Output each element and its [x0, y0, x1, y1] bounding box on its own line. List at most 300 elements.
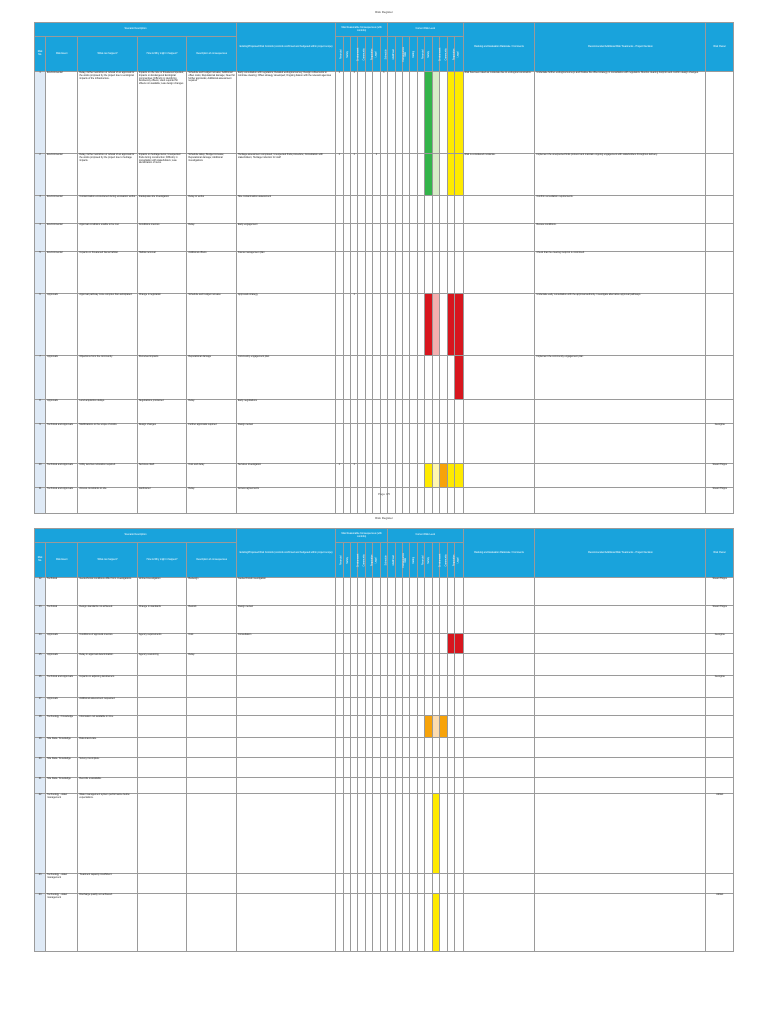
- risk-rating: [454, 196, 463, 224]
- consequence-score: [373, 400, 380, 424]
- risk-event: Technical and Approvals: [46, 464, 78, 488]
- consequence-score: [373, 606, 380, 634]
- how-why: [137, 758, 187, 778]
- col-rotated-header: [402, 37, 409, 72]
- consequence-score: [365, 778, 372, 794]
- consequence-score: [373, 252, 380, 294]
- consequence-score: [380, 698, 388, 716]
- risk-level-cell: [447, 252, 454, 294]
- risk-level-cell: [402, 224, 409, 252]
- table-row: [35, 196, 734, 224]
- risk-level-cell: [388, 464, 395, 488]
- consequences: [187, 758, 237, 778]
- consequence-score: [373, 72, 380, 154]
- risk-level-cell: [410, 634, 417, 654]
- sheet-page-1: [0, 0, 768, 500]
- consequence-score: [336, 716, 343, 738]
- consequence-score: [358, 758, 365, 778]
- risk-level-cell: [417, 874, 424, 894]
- recommended-treatment: [535, 400, 706, 424]
- rotated-header-label: Environment: [437, 553, 441, 567]
- consequence-score: [365, 154, 372, 196]
- risk-level-cell: [388, 154, 395, 196]
- what-can-happen: Land acquisition delays.: [78, 400, 137, 424]
- risk-level-cell: [447, 716, 454, 738]
- consequence-score: [350, 758, 357, 778]
- risk-level-cell: [410, 794, 417, 874]
- risk-level-cell: [440, 578, 447, 606]
- how-why: Agency resourcing: [137, 654, 187, 676]
- rotated-header-label: Environment: [356, 553, 360, 567]
- existing-controls: Early consultation with regulators; Detailed ecological survey; Design refinements to minimise clearing; Offset strategy developed; Ongoing liaison with the relevant agencies: [236, 72, 335, 154]
- col-risk-event: Risk Event: [46, 543, 78, 578]
- risk-level-cell: [432, 400, 439, 424]
- risk-number: 15: [35, 654, 46, 676]
- col-rotated-header: [343, 37, 350, 72]
- table-row: [35, 716, 734, 738]
- consequence-score: [373, 698, 380, 716]
- what-can-happen: Impacts on adjoining landowners.: [78, 676, 137, 698]
- risk-level-cell: [395, 196, 402, 224]
- consequences: Delay: [187, 654, 237, 676]
- risk-level-cell: [402, 578, 409, 606]
- risk-level-cell: [402, 716, 409, 738]
- risk-level-cell: [402, 356, 409, 400]
- risk-rating: [454, 356, 463, 400]
- consequence-score: 1: [336, 72, 343, 154]
- what-can-happen: Information not available in time.: [78, 716, 137, 738]
- what-can-happen: Geotechnical conditions differ from investigations.: [78, 578, 137, 606]
- risk-level-cell: [395, 716, 402, 738]
- rotated-header-label: Rating: [412, 50, 416, 58]
- consequence-score: [350, 654, 357, 676]
- consequence-score: [343, 606, 350, 634]
- what-can-happen: Additional assessment requested.: [78, 698, 137, 716]
- consequence-score: [350, 578, 357, 606]
- header-current-risk: Current Risk Level: [388, 529, 463, 543]
- risk-event: Environmental: [46, 224, 78, 252]
- consequence-score: [373, 196, 380, 224]
- risk-level-cell: [395, 874, 402, 894]
- consequence-score: [343, 252, 350, 294]
- risk-level-cell: [432, 654, 439, 676]
- what-can-happen: Treatment capacity insufficient.: [78, 874, 137, 894]
- table-row: [35, 698, 734, 716]
- risk-event: Technology - water management: [46, 794, 78, 874]
- risk-number: 7: [35, 356, 46, 400]
- existing-controls: Community engagement plan: [236, 356, 335, 400]
- consequence-score: [373, 894, 380, 952]
- risk-level-cell: [440, 894, 447, 952]
- risk-rating: [454, 294, 463, 356]
- risk-level-cell: [395, 578, 402, 606]
- risk-level-cell: [417, 72, 424, 154]
- risk-level-cell: [447, 654, 454, 676]
- how-why: Design changes: [137, 424, 187, 464]
- rotated-header-label: Legal: [456, 51, 460, 57]
- risk-level-cell: [425, 72, 432, 154]
- col-rotated-header: [410, 543, 417, 578]
- risk-level-cell: [410, 252, 417, 294]
- existing-controls: [236, 874, 335, 894]
- header-existing-controls: Existing/Proposed Risk Controls (controls confirmed and budgeted within project scope): [236, 23, 335, 72]
- consequence-score: [358, 794, 365, 874]
- risk-level-cell: [395, 894, 402, 952]
- rotated-header-label: Schedule: [384, 49, 388, 59]
- recommended-treatment: [535, 758, 706, 778]
- risk-level-cell: [410, 400, 417, 424]
- risk-level-cell: [425, 758, 432, 778]
- consequence-score: [380, 676, 388, 698]
- risk-rating: [454, 778, 463, 794]
- consequence-score: [380, 356, 388, 400]
- header-recommended: Recommended Additional Risk Treatments - Project Decision: [535, 23, 706, 72]
- risk-level-cell: [417, 738, 424, 758]
- risk-owner: [706, 778, 734, 794]
- ranking-comments: [463, 252, 535, 294]
- risk-level-cell: [440, 400, 447, 424]
- how-why: [137, 894, 187, 952]
- consequence-score: [336, 794, 343, 874]
- risk-owner: Stuart Phipps: [706, 578, 734, 606]
- consequence-score: [358, 72, 365, 154]
- risk-rating: [454, 252, 463, 294]
- risk-level-cell: [388, 698, 395, 716]
- rotated-header-label: Legal: [374, 51, 378, 57]
- recommended-treatment: Undertake early consultation with the approval authority. Investigate alternative approval pathways.: [535, 294, 706, 356]
- consequences: [187, 676, 237, 698]
- existing-controls: Design review: [236, 424, 335, 464]
- risk-event: Environmental: [46, 196, 78, 224]
- risk-number: 2: [35, 154, 46, 196]
- risk-level-cell: [440, 606, 447, 634]
- risk-level-cell: [432, 794, 439, 874]
- sheet-page-2: [0, 500, 768, 1024]
- risk-level-cell: [402, 698, 409, 716]
- sheet-title: Risk Register: [375, 516, 393, 520]
- risk-level-cell: [402, 252, 409, 294]
- risk-owner: [706, 400, 734, 424]
- how-why: Change in standards: [137, 606, 187, 634]
- consequence-score: [365, 606, 372, 634]
- recommended-treatment: [535, 464, 706, 488]
- header-ranking: Ranking and Evaluation Rationale / Comments: [463, 529, 535, 578]
- recommended-treatment: [535, 606, 706, 634]
- risk-level-cell: [395, 424, 402, 464]
- rotated-header-label: Financial: [339, 555, 343, 565]
- what-can-happen: Utility services relocation required.: [78, 464, 137, 488]
- how-why: [137, 778, 187, 794]
- recommended-treatment: [535, 874, 706, 894]
- risk-event: Technology - water management: [46, 894, 78, 952]
- risk-event: Approvals: [46, 356, 78, 400]
- how-why: Services clash: [137, 464, 187, 488]
- risk-event: Technical and Approvals: [46, 424, 78, 464]
- risk-level-cell: [447, 196, 454, 224]
- consequence-score: [350, 874, 357, 894]
- ranking-comments: [463, 424, 535, 464]
- risk-level-cell: [447, 634, 454, 654]
- consequence-score: [350, 894, 357, 952]
- risk-number: 11: [35, 488, 46, 514]
- risk-level-cell: [402, 794, 409, 874]
- consequence-score: [358, 676, 365, 698]
- risk-event: Technology - water management: [46, 874, 78, 894]
- consequence-score: [373, 738, 380, 758]
- recommended-treatment: [535, 778, 706, 794]
- risk-level-cell: [440, 154, 447, 196]
- risk-rating: [454, 894, 463, 952]
- risk-level-cell: [425, 738, 432, 758]
- risk-level-cell: [417, 464, 424, 488]
- risk-level-cell: [432, 778, 439, 794]
- consequence-score: [365, 196, 372, 224]
- consequence-score: 1: [380, 72, 388, 154]
- risk-level-cell: [410, 698, 417, 716]
- what-can-happen: Data inaccurate.: [78, 738, 137, 758]
- rotated-header-label: Legal: [374, 557, 378, 563]
- consequence-score: [343, 400, 350, 424]
- risk-level-cell: [432, 606, 439, 634]
- recommended-treatment: [535, 578, 706, 606]
- rotated-header-label: Financial: [339, 49, 343, 59]
- existing-controls: [236, 758, 335, 778]
- consequence-score: [373, 464, 380, 488]
- risk-level-cell: [447, 778, 454, 794]
- risk-level-cell: [440, 196, 447, 224]
- risk-level-cell: [410, 356, 417, 400]
- consequences: [187, 794, 237, 874]
- consequence-score: [365, 716, 372, 738]
- risk-owner: [706, 716, 734, 738]
- col-rotated-header: [350, 543, 360, 578]
- table-row: [35, 738, 734, 758]
- consequences: Schedule delay; Budget increase; Reputational damage; Additional investigations: [187, 154, 237, 196]
- risk-level-cell: [447, 738, 454, 758]
- consequence-score: 1: [336, 154, 343, 196]
- header-recommended: Recommended Additional Risk Treatments - Project Decision: [535, 529, 706, 578]
- ranking-comments: [463, 400, 535, 424]
- how-why: Perceived impacts: [137, 356, 187, 400]
- consequence-score: [373, 794, 380, 874]
- ranking-comments: [463, 794, 535, 874]
- risk-event: Environmental: [46, 252, 78, 294]
- risk-number: 12: [35, 578, 46, 606]
- consequence-score: [373, 654, 380, 676]
- consequence-score: [358, 400, 365, 424]
- table-row: [35, 252, 734, 294]
- risk-level-cell: [395, 758, 402, 778]
- rotated-header-label: Safety: [427, 556, 431, 564]
- consequence-score: [365, 400, 372, 424]
- risk-level-cell: [417, 294, 424, 356]
- risk-level-cell: [395, 676, 402, 698]
- consequences: Additional offsets: [187, 252, 237, 294]
- how-why: Inadequate site investigation: [137, 196, 187, 224]
- existing-controls: [236, 676, 335, 698]
- consequence-score: [336, 778, 343, 794]
- risk-level-cell: [395, 464, 402, 488]
- consequence-score: [380, 196, 388, 224]
- risk-level-cell: [395, 72, 402, 154]
- risk-owner: [706, 698, 734, 716]
- risk-number: 5: [35, 252, 46, 294]
- existing-controls: [236, 794, 335, 874]
- ranking-comments: [463, 196, 535, 224]
- risk-rating: [454, 716, 463, 738]
- risk-event: Technical: [46, 606, 78, 634]
- risk-level-cell: [395, 606, 402, 634]
- risk-level-cell: [417, 224, 424, 252]
- risk-level-cell: [425, 634, 432, 654]
- consequence-score: [380, 778, 388, 794]
- risk-level-cell: [402, 464, 409, 488]
- consequence-score: [380, 738, 388, 758]
- consequence-score: [365, 72, 372, 154]
- consequences: [187, 778, 237, 794]
- existing-controls: [236, 778, 335, 794]
- what-can-happen: Approval conditions unable to be met.: [78, 224, 137, 252]
- risk-level-cell: [447, 356, 454, 400]
- rotated-header-label: Community: [363, 47, 367, 61]
- risk-level-cell: [440, 294, 447, 356]
- col-rotated-header: [388, 37, 395, 72]
- header-existing-controls: Existing/Proposed Risk Controls (controls confirmed and budgeted within project scope): [236, 529, 335, 578]
- risk-level-cell: [432, 738, 439, 758]
- risk-number: 9: [35, 424, 46, 464]
- existing-controls: Early negotiations: [236, 400, 335, 424]
- consequence-score: [365, 224, 372, 252]
- rotated-header-label: Safety: [345, 50, 349, 58]
- col-rotated-header: [336, 37, 343, 72]
- risk-level-cell: [402, 72, 409, 154]
- risk-level-cell: [417, 716, 424, 738]
- risk-level-cell: [432, 72, 439, 154]
- existing-controls: Consultation: [236, 634, 335, 654]
- risk-rating: [454, 758, 463, 778]
- existing-controls: Access agreements: [236, 488, 335, 514]
- risk-level-cell: [440, 738, 447, 758]
- consequence-score: [336, 606, 343, 634]
- risk-level-cell: [395, 400, 402, 424]
- risk-level-cell: [432, 676, 439, 698]
- consequences: Delay: [187, 224, 237, 252]
- risk-owner: [706, 72, 734, 154]
- risk-event: Site Data / Knowledge: [46, 758, 78, 778]
- risk-owner: Stuart Phipps: [706, 464, 734, 488]
- risk-level-cell: [395, 698, 402, 716]
- ranking-comments: [463, 464, 535, 488]
- risk-event: Site Data / Knowledge: [46, 778, 78, 794]
- how-why: Agency requirements: [137, 634, 187, 654]
- risk-level-cell: [425, 464, 432, 488]
- table-row: [35, 356, 734, 400]
- risk-level-cell: [402, 778, 409, 794]
- risk-level-cell: [440, 424, 447, 464]
- risk-event: Technology / Knowledge: [46, 716, 78, 738]
- rotated-header-label: Rating: [412, 556, 416, 564]
- col-rotated-header: [402, 543, 409, 578]
- how-why: Negotiations protracted: [137, 400, 187, 424]
- risk-level-cell: [388, 874, 395, 894]
- consequence-score: [336, 196, 343, 224]
- risk-event: Technical and Approvals: [46, 488, 78, 514]
- consequence-score: [380, 252, 388, 294]
- risk-level-cell: [447, 794, 454, 874]
- consequences: [187, 738, 237, 758]
- consequence-score: [343, 654, 350, 676]
- risk-number: 19: [35, 738, 46, 758]
- recommended-treatment: Implement the unexpected finds protocol and maintain ongoing engagement with stakeholders throughout delivery.: [535, 154, 706, 196]
- rotated-header-label: Reputation: [370, 48, 374, 60]
- consequence-score: [350, 224, 357, 252]
- risk-owner: [706, 196, 734, 224]
- consequence-score: [365, 252, 372, 294]
- rotated-header-label: Likelihood: [392, 48, 396, 60]
- col-consequences: Description of consequences: [187, 37, 237, 72]
- consequence-score: [358, 606, 365, 634]
- consequence-score: [336, 424, 343, 464]
- rotated-header-label: Reputation: [370, 554, 374, 566]
- what-can-happen: Survey incomplete.: [78, 758, 137, 778]
- consequence-score: [358, 654, 365, 676]
- risk-level-cell: [388, 606, 395, 634]
- risk-owner: [706, 654, 734, 676]
- risk-owner: Stuart Phipps: [706, 606, 734, 634]
- risk-level-cell: [395, 778, 402, 794]
- risk-level-cell: [425, 676, 432, 698]
- risk-owner: [706, 154, 734, 196]
- risk-level-cell: [410, 294, 417, 356]
- risk-owner: Georgina: [706, 676, 734, 698]
- col-rotated-header: [425, 543, 432, 578]
- consequences: Delay: [187, 400, 237, 424]
- risk-level-cell: [417, 676, 424, 698]
- risk-level-cell: [402, 196, 409, 224]
- risk-level-cell: [388, 794, 395, 874]
- recommended-treatment: [535, 634, 706, 654]
- risk-event: Approvals: [46, 634, 78, 654]
- ranking-comments: [463, 874, 535, 894]
- col-rotated-header: [432, 37, 439, 72]
- risk-number: 8: [35, 400, 46, 424]
- risk-number: 13: [35, 606, 46, 634]
- risk-level-cell: [410, 676, 417, 698]
- risk-level-cell: [425, 224, 432, 252]
- risk-rating: [454, 154, 463, 196]
- risk-level-cell: [432, 356, 439, 400]
- consequence-score: [358, 196, 365, 224]
- risk-owner: [706, 758, 734, 778]
- table-row: [35, 154, 734, 196]
- col-rotated-header: [350, 37, 360, 72]
- risk-level-cell: [432, 634, 439, 654]
- recommended-treatment: [535, 676, 706, 698]
- risk-event: Approvals: [46, 400, 78, 424]
- ranking-comments: Risk has been rated as moderate due to ecological constraints.: [463, 72, 535, 154]
- risk-level-cell: [417, 634, 424, 654]
- risk-level-cell: [410, 196, 417, 224]
- recommended-treatment: [535, 794, 706, 874]
- risk-level-cell: [417, 424, 424, 464]
- risk-number: 20: [35, 758, 46, 778]
- what-can-happen: Delay, further restriction or refusal of an approval for the works proposed by the project due to heritage impacts.: [78, 154, 137, 196]
- sheet-title: Risk Register: [375, 10, 393, 14]
- ranking-comments: [463, 778, 535, 794]
- what-can-happen: Design standards not achieved.: [78, 606, 137, 634]
- risk-rating: [454, 464, 463, 488]
- recommended-treatment: [535, 424, 706, 464]
